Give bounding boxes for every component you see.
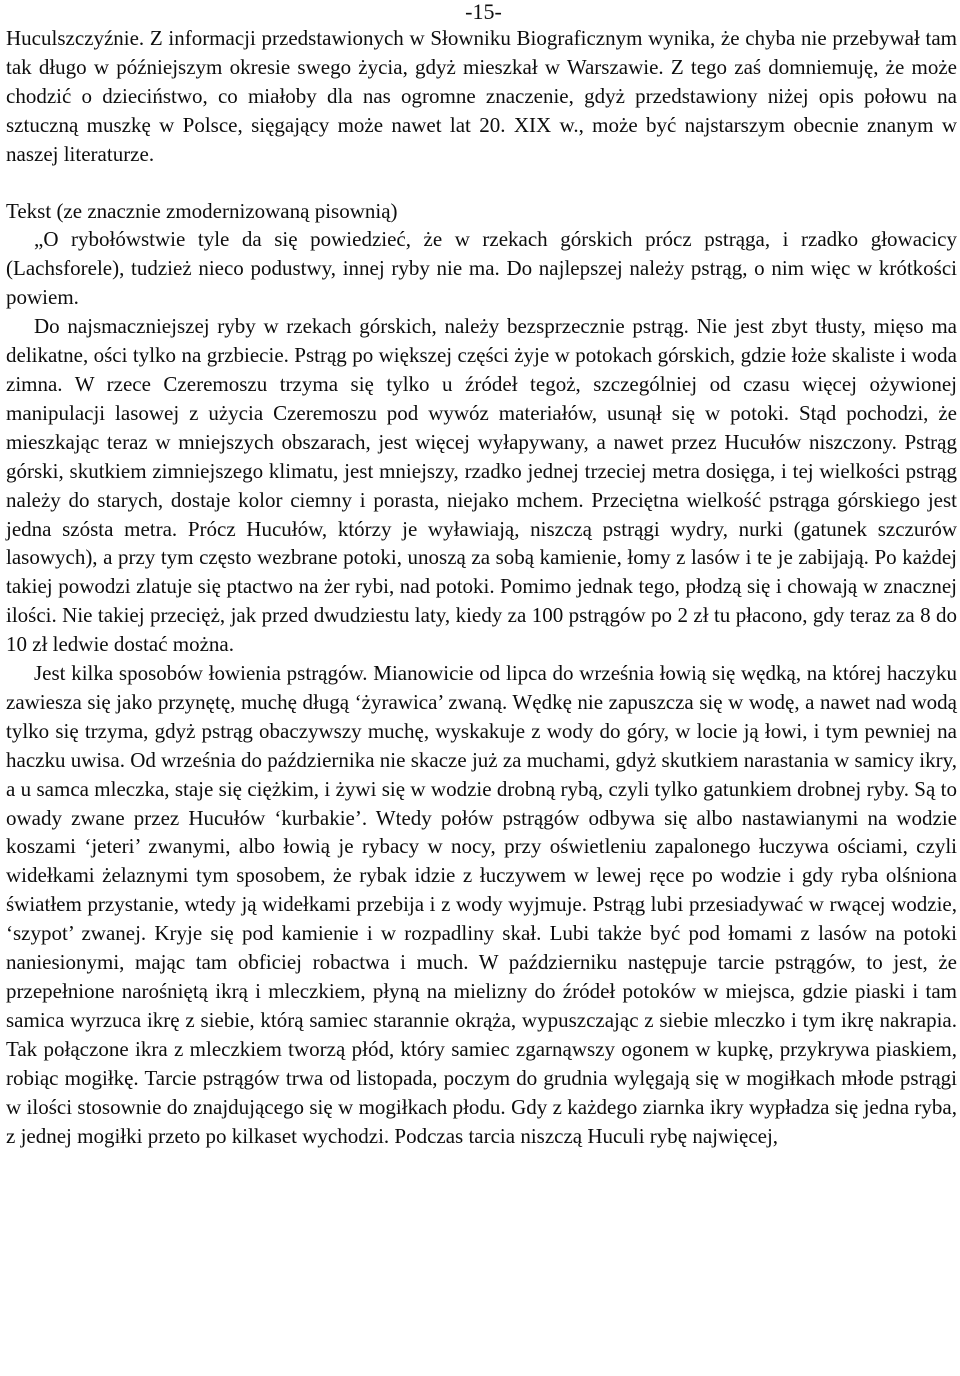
paragraph-trout-description: Do najsmaczniejszej ryby w rzekach górskich, należy bezsprzecznie pstrąg. Nie jest zbyt tłusty, mięso ma delikatne, ości tylko na grzbiecie. Pstrąg po większej części żyje w potokach górskich, gdzie łoże skaliste i woda zimna. W rzece Czeremoszu trzyma się tylko u źródeł tegoż, szczególniej od czasu więcej ożywionej manipulacji lasowej z użycia Czeremoszu pod wywóz materiałów, usunął się w potoki. Stąd pochodzi, że mieszkając teraz w mniejszych obszarach, jest więcej wyłapywany, a nawet przez Hucułów niszczony. Pstrąg górski, skutkiem zimniejszego klimatu, jest mniejszy, rzadko jednej trzeciej metra dosięga, i tej wielkości pstrąg należy do starych, dostaje kolor ciemny i porasta, niejako mchem. Przeciętna wielkość pstrąga górskiego jest jedna szósta metra. Prócz Hucułów, którzy je wyławiają, niszczą pstrągi wydry, nurki (gatunek szczurów lasowych), a przy tym często wezbrane potoki, unoszą za sobą kamienie, łomy z lasów i te je zabijają. Po każdej takiej powodzi zlatuje się ptactwo na żer rybi, nad potoki. Pomimo jednak tego, płodzą się i chowają w znacznej ilości. Nie takiej przecięż, jak przed dwudziestu laty, kiedy za 100 pstrągów po 2 zł tu płacono, gdy teraz za 8 do 10 zł ledwie dostać można. — [6, 314, 957, 657]
document-page — [6, 0, 957, 1150]
paragraph-quote-opening: „O rybołówstwie tyle da się powiedzieć, że w rzekach górskich prócz pstrąga, i rzadko głowacicy (Lachsforele), tudzież nieco podustwy, innej ryby nie ma. Do najlepszej należy pstrąg, o nim więc w krótkości powiem. — [6, 227, 957, 310]
paragraph-intro: Huculszczyźnie. Z informacji przedstawionych w Słowniku Biograficznym wynika, że chyba nie przebywał tam tak długo w późniejszym okresie swego życia, gdyż mieszkał w Warszawie. Z tego zaś domniemuję, że może chodzić o dzieciństwo, co miałoby dla nas ogromne znaczenie, gdyż przedstawiony niżej opis połowu na sztuczną muszkę w Polsce, sięgający może nawet lat 20. XIX w., może być najstarszym obecnie znanym w naszej literaturze. — [6, 26, 957, 166]
paragraph-text-heading: Tekst (ze znacznie zmodernizowaną pisownią) — [6, 198, 398, 223]
paragraph-fishing-methods: Jest kilka sposobów łowienia pstrągów. Mianowicie od lipca do września łowią się wędką, na której haczyku zawiesza się jako przynętę, muchę długą ‘żyrawica’ zwaną. Wędkę nie zapuszcza się w wodę, a nawet nad wodą tylko się trzyma, gdyż pstrąg obaczywszy muchę, wyskakuje z wody do góry, w locie ją łowi, i tym pewniej na haczku uwisa. Od września do października nie skacze już za muchami, gdyż skutkiem narastania w samicy ikry, a u samca mleczka, staje się ciężkim, i żywi się w wodzie drobną rybą, czyli tylko gatunkiem drobnej ryby. Są to owady zwane przez Hucułów ‘kurbakie’. Wtedy połów pstrągów odbywa się albo nastawianymi na wodzie koszami ‘jeteri’ zwanymi, albo łowią je rybacy w nocy, przy oświetleniu zapalonego łuczywa ościami, czyli widełkami żelaznymi tym sposobem, że rybak idzie z łuczywem w lewej ręce po wodzie i gdy ryba olśniona światłem przystanie, wtedy ją widełkami przebija i z wody wyjmuje. Pstrąg lubi przesiadywać w rwącej wodzie, ‘szypot’ zwanej. Kryje się pod kamienie i w rozpadliny skał. Lubi także być pod łomami z lasów na potoki naniesionymi, mając tam obficiej robactwa i much. W październiku następuje tarcie pstrągów, to jest, że przepełnione narośniętą ikrą i mleczkiem, płyną na mielizny do źródeł potoków w miejsca, gdzie piaski i tam samica wyrzuca ikrę z siebie, którą samiec starannie okrąża, wypuszczając z siebie mleczko i tym ikrę nakrapia. Tak połączone ikra z mleczkiem tworzą płód, który samiec zgarnąwszy ogonem w kupkę, przykrywa piaskiem, robiąc mogiłkę. Tarcie pstrągów trwa od listopada, poczym do grudnia wylęgają się w mogiłkach młode pstrągi w ilości stosownie do znajdującego się w mogiłkach płodu. Gdy z każdego ziarnka ikry wypładza się jedna ryba, z jednej mogiłki przeto po kilkaset wychodzi. Podczas tarcia niszczą Huculi rybę najwięcej, — [6, 661, 957, 1148]
page-number: -15- — [465, 0, 502, 24]
